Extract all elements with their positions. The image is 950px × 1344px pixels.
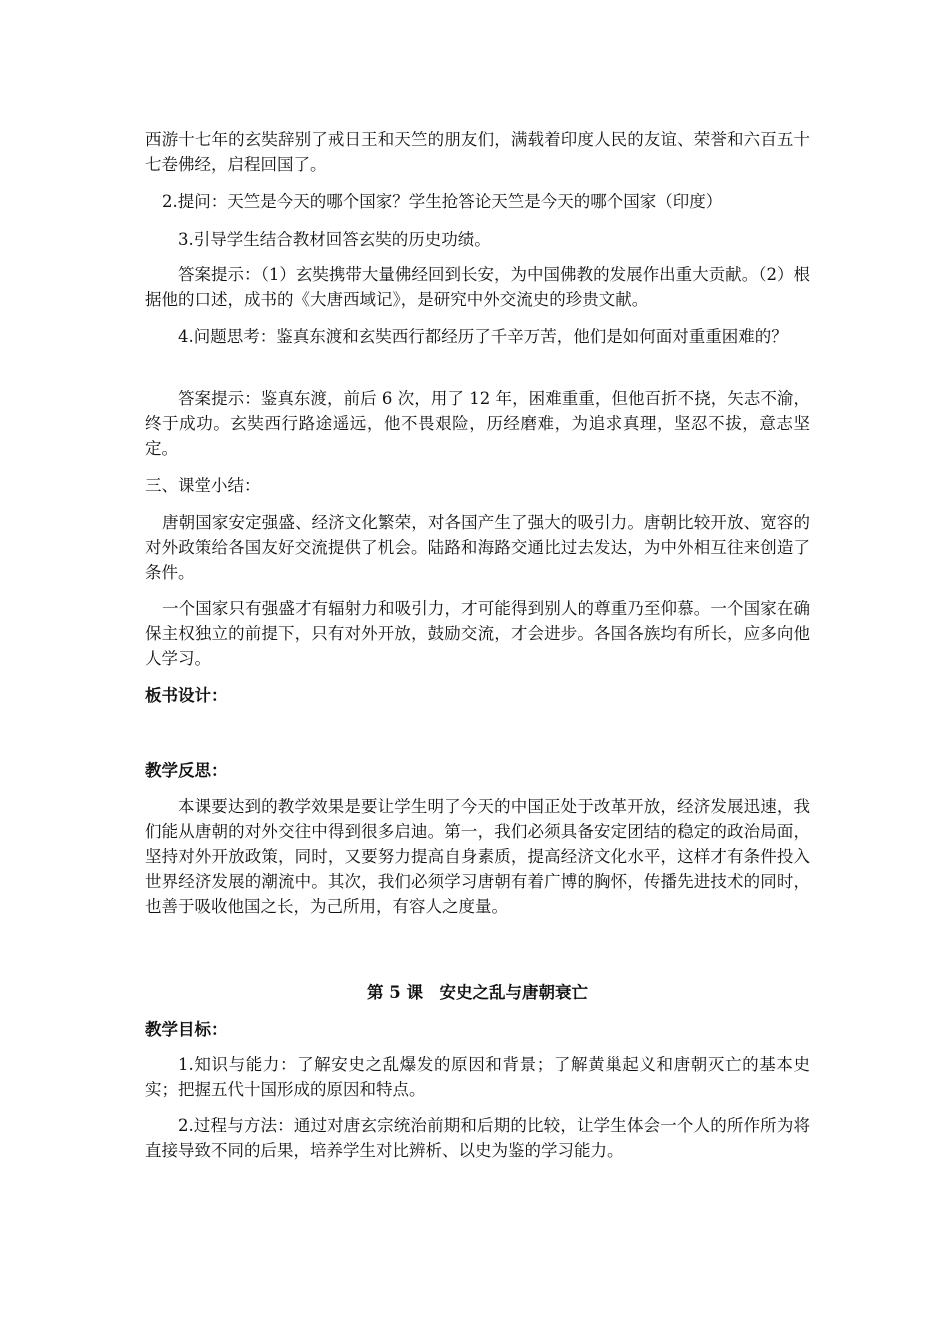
teaching-goals-heading: 教学目标： [145,1020,228,1039]
question-4: 4.问题思考：鉴真东渡和玄奘西行都经历了千辛万苦，他们是如何面对重重困难的？ [178,327,788,346]
summary-paragraph-1: 唐朝国家安定强盛、经济文化繁荣，对各国产生了强大的吸引力。唐朝比较开放、宽容的对外政策给各国友好交流提供了机会。陆路和海路交通比过去发达，为中外相互往来创造了条件。 [145,513,810,582]
goal-process-method: 2.过程与方法：通过对唐玄宗统治前期和后期的比较，让学生体会一个人的所作所为将直接导致不同的后果，培养学生对比辨析、以史为鉴的学习能力。 [145,1116,810,1160]
question-2: 2.提问：天竺是今天的哪个国家？学生抢答论天竺是今天的哪个国家（印度） [162,192,723,211]
question-3: 3.引导学生结合教材回答玄奘的历史功绩。 [178,230,491,249]
answer-4: 答案提示：鉴真东渡，前后 6 次，用了 12 年，困难重重，但他百折不挠，矢志不渝，终于成功。玄奘西行路途遥远，他不畏艰险，历经磨难，为追求真理，坚忍不拔，意志坚定。 [145,389,810,458]
answer-3: 答案提示：（1）玄奘携带大量佛经回到长安，为中国佛教的发展作出重大贡献。（2）根据他的口述，成书的《大唐西域记》，是研究中外交流史的珍贵文献。 [145,265,810,309]
teaching-reflection-body: 本课要达到的教学效果是要让学生明了今天的中国正处于改革开放，经济发展迅速，我们能从唐朝的对外交往中得到很多启迪。第一，我们必须具备安定团结的稳定的政治局面，坚持对外开放政策，同时，又要努力提高自身素质，提高经济文化水平，这样才有条件投入世界经济发展的潮流中。其次，我们必须学习唐朝有着广博的胸怀，传播先进技术的同时，也善于吸收他国之长，为己所用，有容人之度量。 [145,797,810,916]
teaching-reflection-heading: 教学反思： [145,761,228,780]
board-design-heading: 板书设计： [145,686,228,705]
goal-knowledge-ability: 1.知识与能力：了解安史之乱爆发的原因和背景；了解黄巢起义和唐朝灭亡的基本史实；把握五代十国形成的原因和特点。 [145,1055,810,1099]
lesson-title: 第 5 课 安史之乱与唐朝衰亡 [367,983,588,1002]
intro-paragraph: 西游十七年的玄奘辞别了戒日王和天竺的朋友们，满载着印度人民的友谊、荣誉和六百五十七卷佛经，启程回国了。 [145,130,810,174]
summary-paragraph-2: 一个国家只有强盛才有辐射力和吸引力，才可能得到别人的尊重乃至仰慕。一个国家在确保主权独立的前提下，只有对外开放，鼓励交流，才会进步。各国各族均有所长，应多向他人学习。 [145,599,810,668]
summary-heading: 三、课堂小结： [145,476,261,495]
